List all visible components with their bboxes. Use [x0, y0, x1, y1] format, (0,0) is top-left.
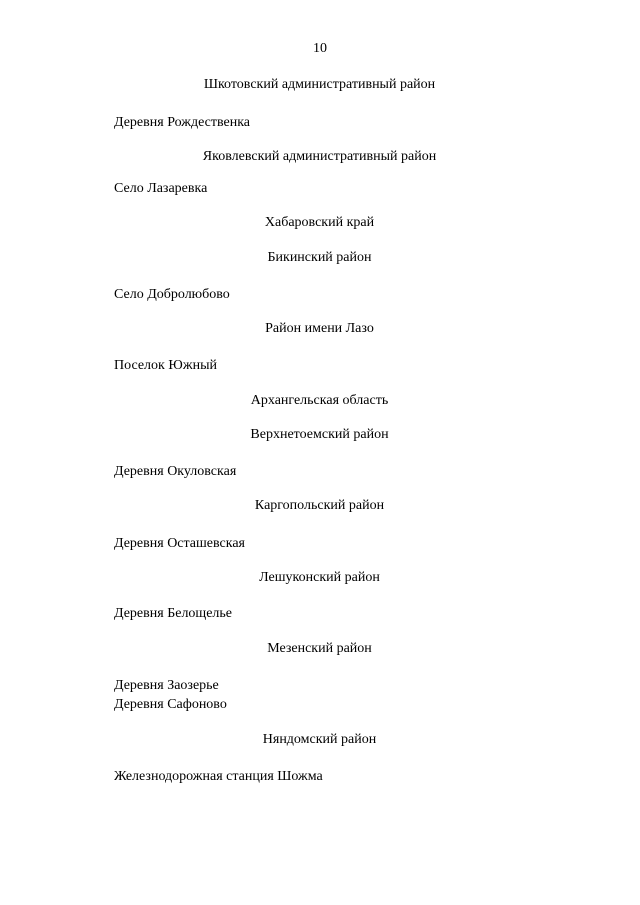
settlement-okulovskaya: Деревня Окуловская: [114, 464, 237, 479]
district-heading-verkhnetoemsky: Верхнетоемский район: [250, 427, 389, 442]
district-heading-leshukonsky: Лешуконский район: [259, 570, 380, 585]
district-heading-kargopolsky: Каргопольский район: [254, 498, 385, 513]
settlement-safonovo: Деревня Сафоново: [114, 697, 227, 712]
district-heading-bikinsky: Бикинский район: [267, 250, 372, 265]
district-heading-yakovlevsky: Яковлевский административный район: [202, 149, 437, 164]
settlement-shozhma-station: Железнодорожная станция Шожма: [114, 769, 323, 784]
settlement-rozhdestvenka: Деревня Рождественка: [114, 115, 251, 130]
region-heading-arkhangelsk: Архангельская область: [250, 393, 389, 408]
settlement-zaozerye: Деревня Заозерье: [114, 678, 219, 693]
settlement-lazarevka: Село Лазаревка: [114, 181, 208, 196]
district-heading-shkotovsky: Шкотовский административный район: [203, 77, 436, 92]
district-heading-lazo: Район имени Лазо: [265, 321, 374, 336]
district-heading-mezensky: Мезенский район: [267, 641, 372, 656]
settlement-beloshchelye: Деревня Белощелье: [114, 606, 233, 621]
settlement-dobrolyubovo: Село Добролюбово: [114, 287, 230, 302]
page-number: 10: [313, 41, 327, 56]
settlement-ostashevskaya: Деревня Осташевская: [114, 536, 245, 551]
settlement-yuzhny: Поселок Южный: [114, 358, 217, 373]
district-heading-nyandomsky: Няндомский район: [262, 732, 377, 747]
region-heading-khabarovsk: Хабаровский край: [264, 215, 375, 230]
